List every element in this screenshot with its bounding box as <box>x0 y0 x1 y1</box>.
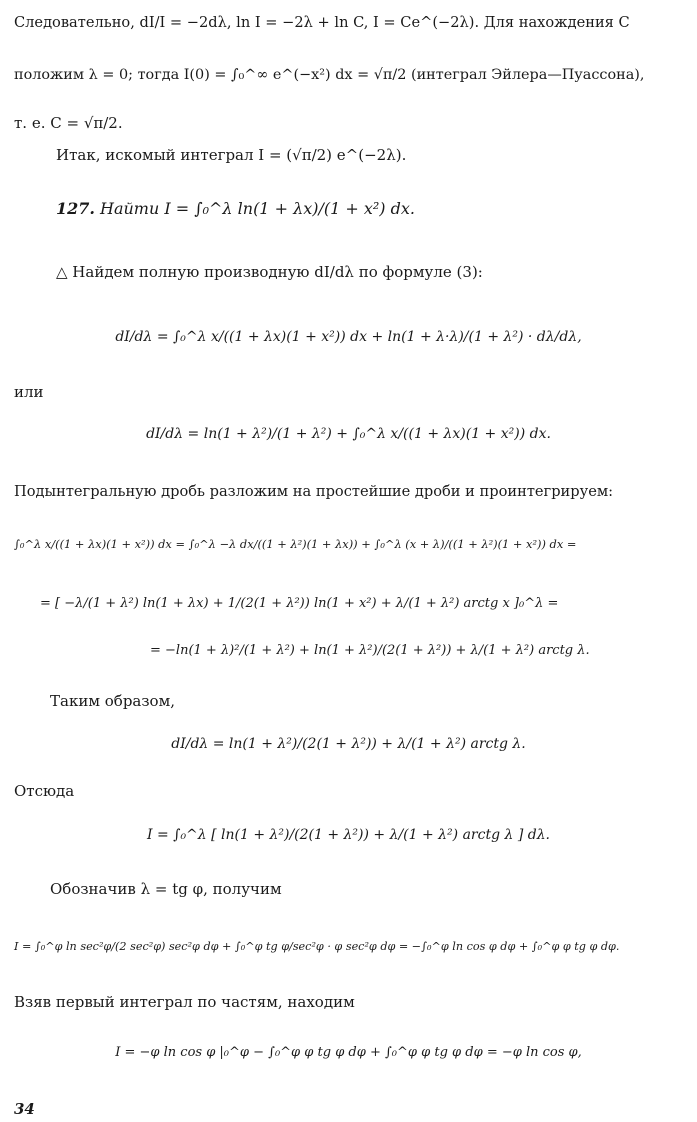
text-line-4: Итак, искомый интеграл I = (√π/2) e^(−2λ). <box>56 146 407 164</box>
formula-substitution: I = ∫₀^φ ln sec²φ/(2 sec²φ) sec²φ dφ + ∫₀^φ tg φ/sec²φ · φ sec²φ dφ = −∫₀^φ ln cos φ dφ + ∫₀^φ φ tg φ dφ. <box>14 940 620 953</box>
text-line-18: Обозначив λ = tg φ, получим <box>50 880 282 898</box>
text-line-16: Отсюда <box>14 782 75 800</box>
text-line-1: Следовательно, dI/I = −2dλ, ln I = −2λ + ln C, I = Ce^(−2λ). Для нахождения C <box>14 14 630 31</box>
problem-number: 127. <box>56 199 95 218</box>
formula-result: = −ln(1 + λ)²/(1 + λ²) + ln(1 + λ²)/(2(1 + λ²)) + λ/(1 + λ²) arctg λ. <box>150 643 590 658</box>
formula-derivative-2: dI/dλ = ln(1 + λ²)/(1 + λ²) + ∫₀^λ x/((1 + λx)(1 + x²)) dx. <box>146 426 551 442</box>
formula-integral-I: I = ∫₀^λ [ ln(1 + λ²)/(2(1 + λ²)) + λ/(1 + λ²) arctg λ ] dλ. <box>146 827 551 843</box>
formula-derivative: dI/dλ = ∫₀^λ x/((1 + λx)(1 + x²)) dx + ln(1 + λ·λ)/(1 + λ²) · dλ/dλ, <box>115 329 582 345</box>
page-number: 34 <box>14 1100 35 1118</box>
text-line-2: положим λ = 0; тогда I(0) = ∫₀^∞ e^(−x²) dx = √π/2 (интеграл Эйлера—Пуассона), <box>14 67 645 83</box>
problem-statement: Найти I = ∫₀^λ ln(1 + λx)/(1 + x²) dx. <box>100 199 415 218</box>
formula-dI: dI/dλ = ln(1 + λ²)/(2(1 + λ²)) + λ/(1 + λ²) arctg λ. <box>171 736 526 752</box>
formula-antiderivative: = [ −λ/(1 + λ²) ln(1 + λx) + 1/(2(1 + λ²)) ln(1 + x²) + λ/(1 + λ²) arctg x ]₀^λ = <box>40 596 559 611</box>
text-line-14: Таким образом, <box>50 692 176 710</box>
formula-partial-fractions: ∫₀^λ x/((1 + λx)(1 + x²)) dx = ∫₀^λ −λ dx/((1 + λ²)(1 + λx)) + ∫₀^λ (x + λ)/((1 + λ²)(1 + x²)) dx = <box>14 537 577 551</box>
text-line-10: Подынтегральную дробь разложим на простейшие дроби и проинтегрируем: <box>14 483 614 500</box>
text-line-3: т. е. C = √π/2. <box>14 114 123 132</box>
text-line-ili: или <box>14 383 44 401</box>
text-line-20: Взяв первый интеграл по частям, находим <box>14 993 355 1011</box>
text-line-6: △ Найдем полную производную dI/dλ по формуле (3): <box>56 263 483 281</box>
formula-final: I = −φ ln cos φ |₀^φ − ∫₀^φ φ tg φ dφ + ∫₀^φ φ tg φ dφ = −φ ln cos φ, <box>115 1045 582 1060</box>
